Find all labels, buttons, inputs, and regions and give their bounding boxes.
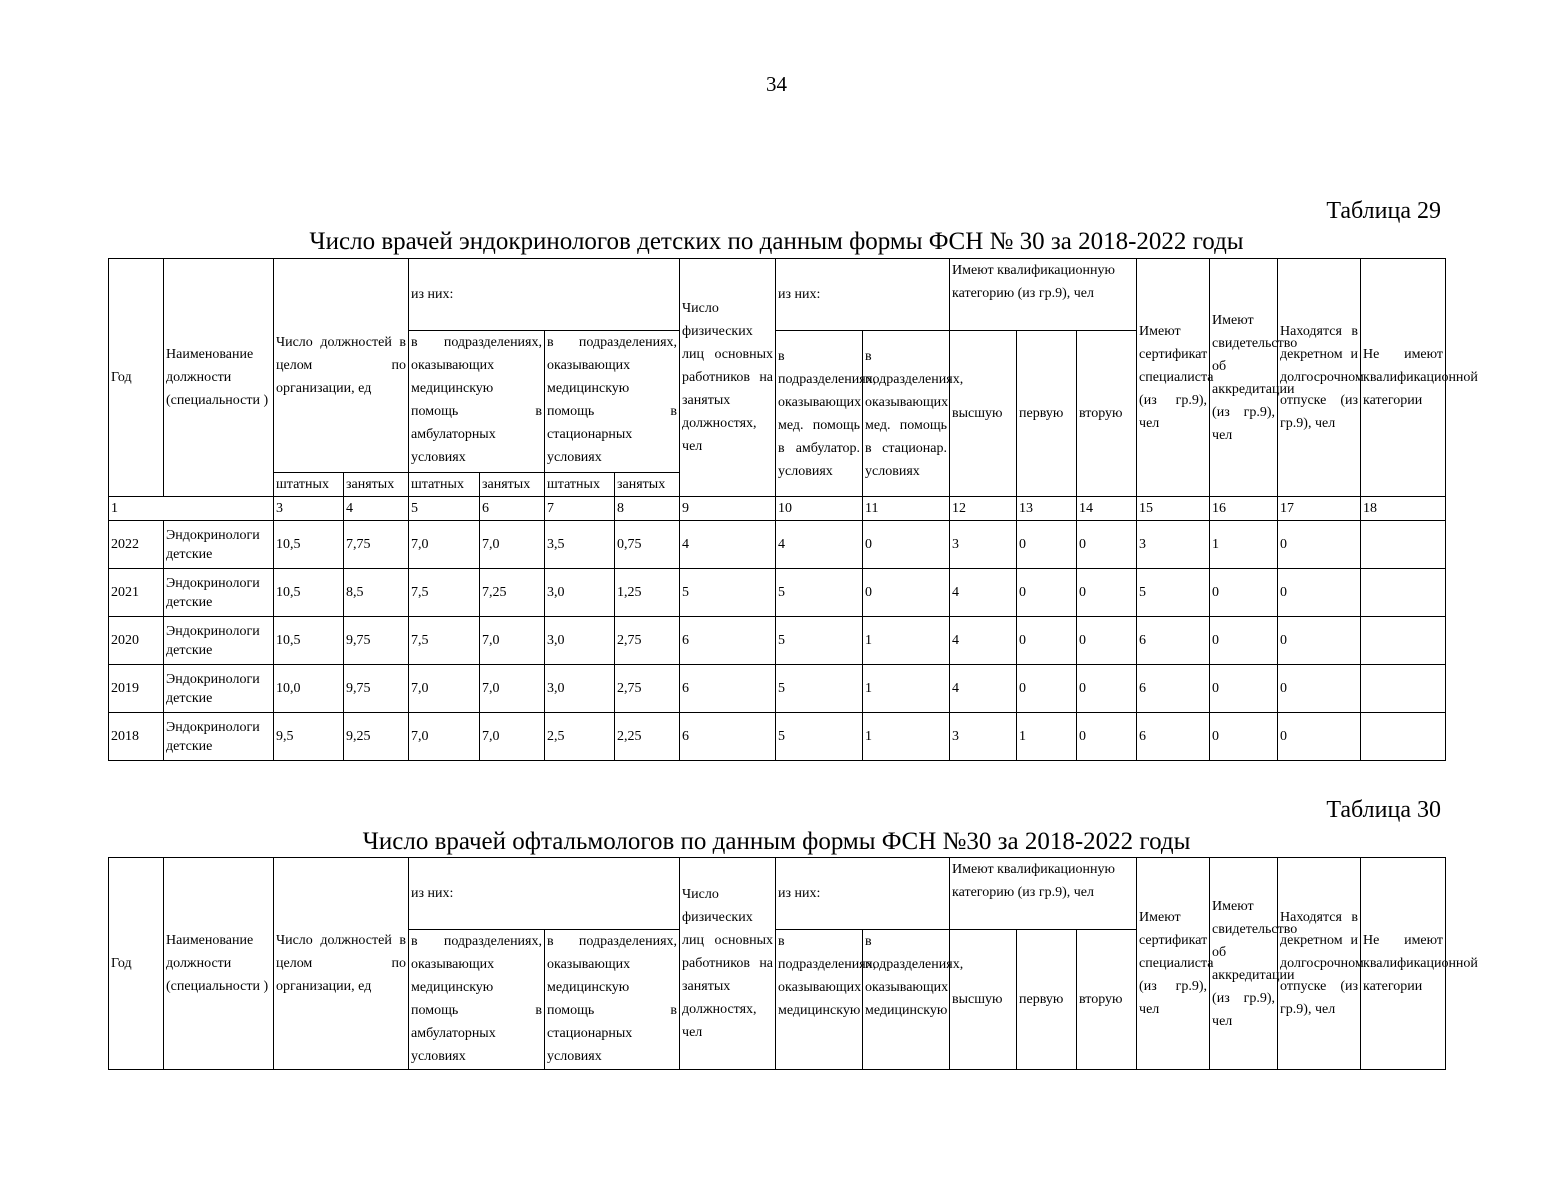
value-cell-c12: 4	[950, 665, 1017, 713]
header-second: вторую	[1077, 930, 1137, 1070]
value-cell-c11: 1	[863, 713, 950, 761]
value-cell-c17: 0	[1278, 713, 1361, 761]
col-number: 17	[1278, 497, 1361, 521]
position-cell: Эндокринологи детские	[164, 521, 274, 569]
value-cell-c11: 1	[863, 665, 950, 713]
header-occupied: занятых	[480, 473, 545, 497]
col-number: 18	[1361, 497, 1446, 521]
header-no-category: Не имеют квалификационной категории	[1361, 858, 1446, 1070]
table30	[108, 857, 1478, 1070]
header-position: Наименование должности (специальности )	[164, 858, 274, 1070]
header-first: первую	[1017, 930, 1077, 1070]
value-cell-c9: 6	[680, 713, 776, 761]
value-cell-c7: 3,0	[545, 569, 615, 617]
value-cell-c14: 0	[1077, 617, 1137, 665]
col-number: 7	[545, 497, 615, 521]
value-cell-c13: 1	[1017, 713, 1077, 761]
header-positions-total: Число должностей в целом по организации, ед	[274, 259, 409, 473]
value-cell-c11: 0	[863, 569, 950, 617]
value-cell-c13: 0	[1017, 521, 1077, 569]
header-staff: штатных	[274, 473, 344, 497]
value-cell-c11: 1	[863, 617, 950, 665]
value-cell-c15: 6	[1137, 713, 1210, 761]
value-cell-c18	[1361, 569, 1446, 617]
value-cell-c10: 5	[776, 617, 863, 665]
value-cell-c14: 0	[1077, 569, 1137, 617]
table30-label: Таблица 30	[1326, 797, 1441, 823]
value-cell-c14: 0	[1077, 521, 1137, 569]
value-cell-c9: 6	[680, 665, 776, 713]
header-staff: штатных	[409, 473, 480, 497]
value-cell-c18	[1361, 617, 1446, 665]
header-ambulatory: в подразделениях, оказывающих медицинскую помощь в амбулаторных условиях	[409, 331, 545, 473]
value-cell-c8: 1,25	[615, 569, 680, 617]
value-cell-c11: 0	[863, 521, 950, 569]
header-highest: высшую	[950, 331, 1017, 497]
table29	[108, 258, 1478, 761]
value-cell-c7: 3,0	[545, 617, 615, 665]
value-cell-c18	[1361, 521, 1446, 569]
header-position: Наименование должности (специальности )	[164, 259, 274, 497]
value-cell-c12: 4	[950, 617, 1017, 665]
header-inpatient: в подразделениях, оказывающих медицинскую помощь в стационарных условиях	[545, 930, 680, 1070]
col-number: 16	[1210, 497, 1278, 521]
table29-label: Таблица 29	[1326, 198, 1441, 224]
header-occupied: занятых	[615, 473, 680, 497]
value-cell-c18	[1361, 713, 1446, 761]
year-cell: 2020	[109, 617, 164, 665]
year-cell: 2022	[109, 521, 164, 569]
col-number: 4	[344, 497, 409, 521]
value-cell-c18	[1361, 665, 1446, 713]
header-ambulatory: в подразделениях, оказывающих медицинскую помощь в амбулаторных условиях	[409, 930, 545, 1070]
position-cell: Эндокринологи детские	[164, 617, 274, 665]
value-cell-c6: 7,0	[480, 617, 545, 665]
header-of-them-2: из них:	[776, 259, 950, 331]
header-of-them: из них:	[409, 858, 680, 930]
year-cell: 2021	[109, 569, 164, 617]
value-cell-c13: 0	[1017, 617, 1077, 665]
col-number: 11	[863, 497, 950, 521]
header-inp-persons: в подразделениях, оказывающих мед. помощь в стационар. условиях	[863, 331, 950, 497]
col-number: 8	[615, 497, 680, 521]
value-cell-c3: 10,5	[274, 521, 344, 569]
value-cell-c10: 5	[776, 713, 863, 761]
value-cell-c4: 9,25	[344, 713, 409, 761]
header-highest: высшую	[950, 930, 1017, 1070]
header-accreditation: Имеют свидетельство об аккредитации (из гр.9), чел	[1210, 858, 1278, 1070]
value-cell-c15: 5	[1137, 569, 1210, 617]
value-cell-c16: 0	[1210, 617, 1278, 665]
table30-title: Число врачей офтальмологов по данным формы ФСН №30 за 2018-2022 годы	[362, 828, 1191, 855]
value-cell-c10: 4	[776, 521, 863, 569]
header-persons: Число физических лиц основных работников на занятых должностях, чел	[680, 858, 776, 1070]
value-cell-c9: 4	[680, 521, 776, 569]
value-cell-c3: 10,5	[274, 617, 344, 665]
header-leave: Находятся в декретном и долгосрочном отпуске (из гр.9), чел	[1278, 858, 1361, 1070]
value-cell-c3: 9,5	[274, 713, 344, 761]
header-of-them-2: из них:	[776, 858, 950, 930]
value-cell-c5: 7,0	[409, 665, 480, 713]
value-cell-c13: 0	[1017, 665, 1077, 713]
value-cell-c16: 0	[1210, 713, 1278, 761]
header-leave: Находятся в декретном и долгосрочном отпуске (из гр.9), чел	[1278, 259, 1361, 497]
table29-title: Число врачей эндокринологов детских по данным формы ФСН № 30 за 2018-2022 годы	[309, 228, 1244, 255]
header-first: первую	[1017, 331, 1077, 497]
value-cell-c9: 6	[680, 617, 776, 665]
header-amb-persons: в подразделениях, оказывающих медицинскую	[776, 930, 863, 1070]
value-cell-c7: 3,5	[545, 521, 615, 569]
value-cell-c4: 7,75	[344, 521, 409, 569]
value-cell-c13: 0	[1017, 569, 1077, 617]
value-cell-c8: 2,75	[615, 617, 680, 665]
col-number: 15	[1137, 497, 1210, 521]
value-cell-c15: 3	[1137, 521, 1210, 569]
header-accreditation: Имеют свидетельство об аккредитации (из гр.9), чел	[1210, 259, 1278, 497]
value-cell-c4: 8,5	[344, 569, 409, 617]
value-cell-c14: 0	[1077, 665, 1137, 713]
header-occupied: занятых	[344, 473, 409, 497]
value-cell-c12: 4	[950, 569, 1017, 617]
col-number: 5	[409, 497, 480, 521]
header-no-category: Не имеют квалификационной категории	[1361, 259, 1446, 497]
col-number: 14	[1077, 497, 1137, 521]
header-certificate: Имеют сертификат специалиста (из гр.9), чел	[1137, 858, 1210, 1070]
header-amb-persons: в подразделениях, оказывающих мед. помощь в амбулатор. условиях	[776, 331, 863, 497]
header-qual-category: Имеют квалификационную категорию (из гр.9), чел	[950, 259, 1137, 331]
value-cell-c6: 7,0	[480, 665, 545, 713]
table-row	[109, 713, 1446, 761]
table-row	[109, 665, 1446, 713]
value-cell-c10: 5	[776, 665, 863, 713]
value-cell-c12: 3	[950, 521, 1017, 569]
value-cell-c5: 7,0	[409, 713, 480, 761]
header-year: Год	[109, 259, 164, 497]
value-cell-c17: 0	[1278, 521, 1361, 569]
value-cell-c17: 0	[1278, 665, 1361, 713]
value-cell-c7: 3,0	[545, 665, 615, 713]
value-cell-c7: 2,5	[545, 713, 615, 761]
page-number: 34	[766, 72, 787, 96]
header-year: Год	[109, 858, 164, 1070]
header-persons: Число физических лиц основных работников на занятых должностях, чел	[680, 259, 776, 497]
header-qual-category: Имеют квалификационную категорию (из гр.9), чел	[950, 858, 1137, 930]
value-cell-c6: 7,0	[480, 713, 545, 761]
table-row	[109, 569, 1446, 617]
value-cell-c5: 7,5	[409, 569, 480, 617]
value-cell-c5: 7,5	[409, 617, 480, 665]
value-cell-c4: 9,75	[344, 617, 409, 665]
value-cell-c17: 0	[1278, 569, 1361, 617]
value-cell-c4: 9,75	[344, 665, 409, 713]
value-cell-c6: 7,0	[480, 521, 545, 569]
year-cell: 2019	[109, 665, 164, 713]
position-cell: Эндокринологи детские	[164, 665, 274, 713]
col-number: 9	[680, 497, 776, 521]
col-number: 12	[950, 497, 1017, 521]
col-number: 10	[776, 497, 863, 521]
value-cell-c15: 6	[1137, 665, 1210, 713]
col-number: 3	[274, 497, 344, 521]
value-cell-c8: 2,75	[615, 665, 680, 713]
col-number: 1	[109, 497, 274, 521]
value-cell-c14: 0	[1077, 713, 1137, 761]
header-inpatient: в подразделениях, оказывающих медицинскую помощь в стационарных условиях	[545, 331, 680, 473]
col-number: 6	[480, 497, 545, 521]
value-cell-c6: 7,25	[480, 569, 545, 617]
value-cell-c15: 6	[1137, 617, 1210, 665]
value-cell-c9: 5	[680, 569, 776, 617]
position-cell: Эндокринологи детские	[164, 713, 274, 761]
value-cell-c3: 10,5	[274, 569, 344, 617]
value-cell-c10: 5	[776, 569, 863, 617]
value-cell-c8: 2,25	[615, 713, 680, 761]
table-row	[109, 521, 1446, 569]
header-staff: штатных	[545, 473, 615, 497]
position-cell: Эндокринологи детские	[164, 569, 274, 617]
table-row	[109, 617, 1446, 665]
col-number: 13	[1017, 497, 1077, 521]
value-cell-c16: 0	[1210, 569, 1278, 617]
header-positions-total: Число должностей в целом по организации, ед	[274, 858, 409, 1070]
header-inp-persons: в подразделениях, оказывающих медицинскую	[863, 930, 950, 1070]
value-cell-c12: 3	[950, 713, 1017, 761]
value-cell-c8: 0,75	[615, 521, 680, 569]
value-cell-c16: 0	[1210, 665, 1278, 713]
header-certificate: Имеют сертификат специалиста (из гр.9), чел	[1137, 259, 1210, 497]
value-cell-c17: 0	[1278, 617, 1361, 665]
value-cell-c3: 10,0	[274, 665, 344, 713]
year-cell: 2018	[109, 713, 164, 761]
header-second: вторую	[1077, 331, 1137, 497]
value-cell-c16: 1	[1210, 521, 1278, 569]
header-of-them: из них:	[409, 259, 680, 331]
value-cell-c5: 7,0	[409, 521, 480, 569]
